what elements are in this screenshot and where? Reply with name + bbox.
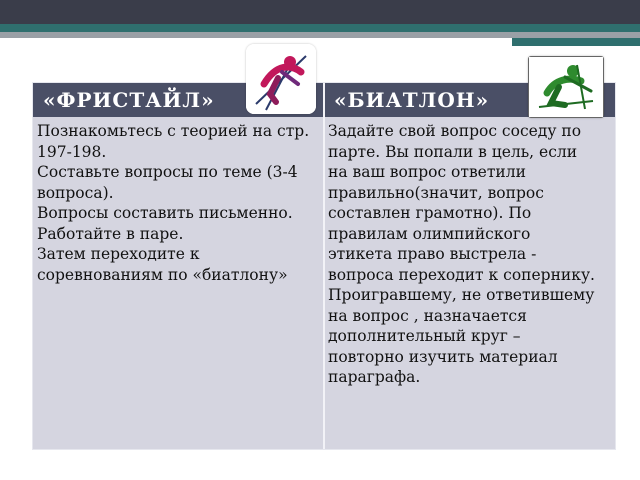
biathlon-rules bbox=[328, 121, 598, 388]
header-freestyle: «ФРИСТАЙЛ» bbox=[33, 83, 323, 117]
freestyle-instructions bbox=[37, 121, 317, 285]
freestyle-skier-icon bbox=[246, 44, 316, 114]
instruction-line: Затем переходите к соревнованиям по «биатлону» bbox=[37, 245, 288, 284]
accent-stripe bbox=[512, 38, 640, 46]
instruction-line: Вопросы составить письменно. bbox=[37, 204, 293, 222]
top-banner bbox=[0, 0, 640, 24]
teal-stripe bbox=[0, 24, 640, 32]
header-biathlon: «БИАТЛОН» bbox=[324, 83, 615, 117]
column-divider bbox=[323, 83, 325, 449]
biathlon-icon bbox=[528, 56, 604, 118]
content-table bbox=[32, 82, 616, 450]
instruction-line: Познакомьтесь с теорией на стр. 197-198. bbox=[37, 122, 310, 161]
instruction-line: Составьте вопросы по теме (3-4 вопроса). bbox=[37, 163, 298, 202]
rules-text: Задайте свой вопрос соседу по парте. Вы попали в цель, если на ваш вопрос ответили правильно(значит, вопрос составлен грамотно). По правилам олимпийского этикета право выстрела - вопроса переходит к сопернику. Проигравшему, не ответившему на вопрос , назначается дополнительный круг – повторно изучить материал параграфа. bbox=[328, 122, 595, 386]
instruction-line: Работайте в паре. bbox=[37, 224, 184, 243]
